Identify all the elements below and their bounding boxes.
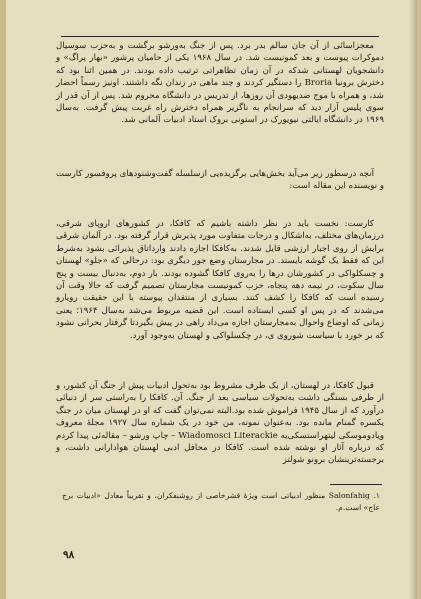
- paragraph-4-text: قبول کافکا، در لهستان، از یک طرف مشروط بود به‌تحول ادبیات پیش از جنگ آن کشور، و از طرفی بستگی داشت به‌تحولات سیاسی بعد از جنگ. آن. کافکا را به‌راستی سر از دنیائی درآورد که از سال ۱۹۴۵ فراموش شده بود.البته نمی‌توان گفت که او در لهستان میان در جنگ یکسره گمنام مانده بود. به‌عنوان نمونه، من خود در یک شماره سال ۱۹۲۷ مجلهٔ معروف ویادوموسکی لیتهراستسکی‌یه Wiadomosci Literackie – چاپ ورشو – مقاله‌ئی پیدا کردم که درباره آثار او نوشته شده است. کافکا در محافل ادبی لهستان هوادارانی داشت، و برجسته‌ترینشان برونو شولتز: [56, 381, 384, 466]
- paragraph-4: [56, 380, 384, 467]
- paragraph-2-text: آنچه درسطور زیر می‌آید بخش‌هایی برگزیده‌یی ازسلسله گفت‌وشنودهای پروفسور کارست و نویسنده این مقاله است:: [55, 169, 384, 192]
- page-edge-shadow: [409, 0, 417, 599]
- paragraph-3: [56, 218, 384, 342]
- paragraph-1: [56, 40, 384, 127]
- footnote-separator: [330, 484, 382, 485]
- paragraph-3-text: کارست: نخست باید در نظر داشته باشیم که کافکا، در کشورهای اروپای شرقی، درزمان‌های مختلف، به‌اشکال و درجات متفاوت مورد پذیرش قرار گرفته بود. در آلمان شرقی برایش از روی اجبار ارزشی قایل شدند. به‌کافکا اجازه دادند وارداتاق پذیرائی بشود به‌شرط این که فقط یک گوشه بایستد. در مجارستان وضع جور دیگری بود: درحالی که «جلو» لهستان و چسکلواکی در کشورشان درها را به‌روی کافکا گشوده بودند. بار دوم، به‌دنبال بیست و پنج سال سکوت، در نیمه دهه پنجاه، حزب کمونیست مجارستان تصمیم گرفت که حالا وقت آن رسیده است که کافکا را کشف کنند. بسیاری از منتقدان پیوسته با این حقیقت رویارو می‌شدند که در پس او کسی ایستاده است. این قضیه مربوط می‌شد به‌سال ۱۹۶۴؛ یعنی زمانی که اوضاع واحوال به‌مجارستان اجازه می‌داد راهی در پیش بگیردتا گرفتار بحرانی نشود که بر خورد با سیاست شوروی ی، در چکسلواکی و لهستان به‌وجود آورد.: [56, 219, 384, 341]
- footnote: ۱. Salonfahig منظور ادبیاتی است ویژهٔ قشرخاصی از روشنفکران، و تقریباً معادل «ادبیات برج عاج» است.م.: [62, 491, 381, 512]
- top-rule: [61, 36, 379, 37]
- paragraph-1-text: معجزاسائی از آن جان سالم بدر برد. پس از جنگ به‌ورشو برگشت و به‌حزب سوسیال دموکرات پیوست و بعد کمونیست شد. در سال ۱۹۶۸ یکی از حامیان پرشور «بهار پراگ» و دانشجویان لهستانی شدکه در آن زمان تظاهراتی ترتیب داده بودند. در همین اثنا بود که دخترش برونیا Broria را دستگیر کردند و چند ماهی در زندان نگه داشتند. اونیز رسماً احضار شد، و همراه با موج ضدیهودی آن روزها، از تدریس در دانشگاه محروم شد. پس از آن قدر از سوی پلیس آزار دید که سرانجام به ناگزیر همراه دخترش راه غربت پیش گرفت. به‌سال ۱۹۶۹ در دانشگاه ایالتی نیویورک در استونی بروک استاد ادبیات آلمانی شد.: [56, 41, 384, 126]
- paragraph-2: [56, 168, 384, 193]
- page-number: ۹۸: [63, 549, 75, 561]
